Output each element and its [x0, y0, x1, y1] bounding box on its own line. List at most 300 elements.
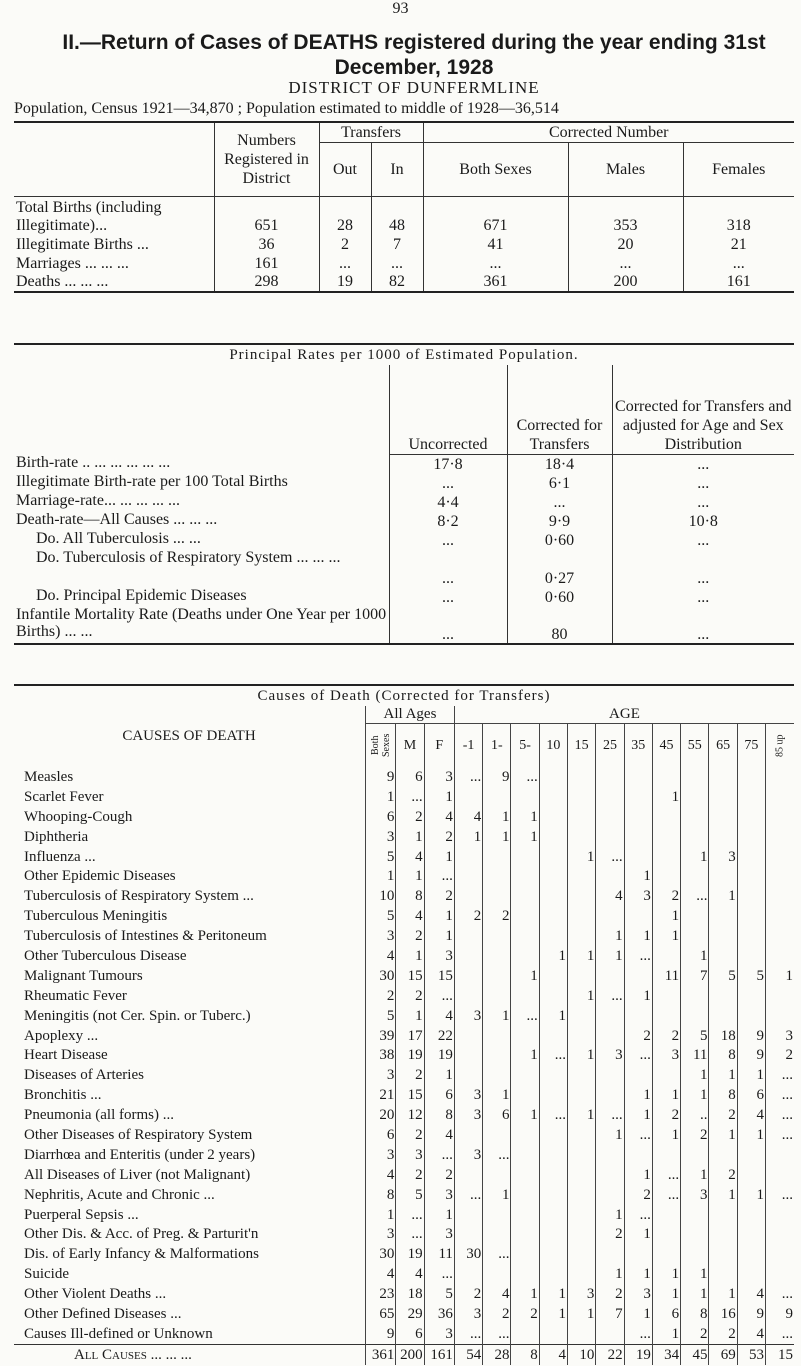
cause-cell: 1: [424, 1066, 454, 1086]
cause-cell: [483, 1265, 511, 1285]
cause-cell: [539, 867, 567, 887]
cause-cell: 1: [652, 1285, 680, 1305]
cause-cell: [454, 787, 482, 807]
cause-cell: [681, 867, 709, 887]
registration-row: [14, 235, 794, 254]
cause-cell: 8: [424, 1106, 454, 1126]
cause-cell: ...: [424, 1265, 454, 1285]
rate-a-value: ...: [612, 530, 794, 549]
cause-cell: [766, 947, 795, 967]
cause-cell: [737, 807, 765, 827]
cause-cell: [624, 847, 652, 867]
rate-label: Birth-rate .. ... ... ... ... ...: [16, 454, 171, 471]
cause-cell: [766, 986, 795, 1006]
cause-cell: 1: [483, 807, 511, 827]
cause-cell: ...: [511, 1006, 539, 1026]
cause-cell: 1: [624, 1106, 652, 1126]
registration-males-value: 200: [568, 273, 683, 292]
cause-cell: 1: [652, 1265, 680, 1285]
cause-cell: [539, 1225, 567, 1245]
cause-cell: [709, 1145, 737, 1165]
cause-cell: 4: [396, 847, 424, 867]
cause-cell: [652, 1145, 680, 1165]
reg-corner-cell: [14, 122, 214, 197]
cause-cell: [483, 986, 511, 1006]
cause-cell: [737, 1165, 765, 1185]
cause-cell: 3: [366, 927, 396, 947]
cause-cell: [709, 807, 737, 827]
cause-cell: 3: [596, 1046, 624, 1066]
cause-cell: [681, 1006, 709, 1026]
cause-cell: 28: [483, 1345, 511, 1365]
cause-cell: 2: [454, 907, 482, 927]
cause-cell: 2: [596, 1285, 624, 1305]
cause-cell: [483, 1066, 511, 1086]
cause-label: Dis. of Early Infancy & Malformations: [24, 1246, 259, 1263]
cause-cell: [652, 827, 680, 847]
cause-cell: 38: [366, 1046, 396, 1066]
cause-cell: 2: [624, 1185, 652, 1205]
registrations-body: [14, 197, 794, 292]
cause-cell: 2: [366, 986, 396, 1006]
cause-cell: 2: [681, 1324, 709, 1344]
reg-header-registered: Numbers Registered in District: [214, 122, 319, 197]
causes-total-row: [14, 1345, 794, 1365]
cause-cell: 7: [681, 966, 709, 986]
cause-cell: ...: [424, 986, 454, 1006]
cause-cell: 36: [424, 1305, 454, 1325]
cause-cell: 4: [424, 1126, 454, 1146]
cause-cell: ...: [454, 1324, 482, 1344]
cause-cell: [624, 787, 652, 807]
cause-cell: ...: [766, 1126, 795, 1146]
cause-cell: 15: [766, 1345, 795, 1365]
reg-header-males: Males: [568, 143, 683, 197]
cause-label: Influenza ...: [24, 848, 96, 865]
cause-cell: 5: [424, 1285, 454, 1305]
cause-cell: 1: [568, 986, 596, 1006]
rate-row: [14, 549, 794, 587]
cause-cell: 2: [454, 1285, 482, 1305]
cause-cell: [681, 1245, 709, 1265]
cause-cell: 361: [366, 1345, 396, 1365]
cause-cell: ...: [652, 1185, 680, 1205]
cause-cell: [511, 947, 539, 967]
cause-cell: [483, 867, 511, 887]
cause-cell: [737, 847, 765, 867]
cause-cell: 1: [366, 787, 396, 807]
cause-cell: 69: [709, 1345, 737, 1365]
cause-cell: 19: [624, 1345, 652, 1365]
cause-cell: [539, 847, 567, 867]
cause-cell: 1: [766, 966, 795, 986]
cause-cell: [539, 887, 567, 907]
cause-cell: 1: [396, 827, 424, 847]
cause-cell: [511, 1225, 539, 1245]
cause-cell: 1: [511, 1046, 539, 1066]
cause-cell: 39: [366, 1026, 396, 1046]
cause-cell: [624, 966, 652, 986]
cause-cell: 22: [424, 1026, 454, 1046]
rate-u-value: ...: [389, 549, 507, 587]
cause-cell: 6: [737, 1086, 765, 1106]
cause-cell: 15: [424, 966, 454, 986]
cause-cell: 1: [652, 787, 680, 807]
cause-cell: [483, 1046, 511, 1066]
cause-cell: 1: [568, 1305, 596, 1325]
cause-cell: 4: [737, 1106, 765, 1126]
cause-cell: 1: [681, 1066, 709, 1086]
cause-label: Puerperal Sepsis ...: [24, 1206, 139, 1223]
cause-cell: ...: [624, 947, 652, 967]
cause-cell: 2: [396, 1126, 424, 1146]
cause-row: [14, 966, 794, 986]
cause-row: [14, 1265, 794, 1285]
causes-body: [14, 768, 794, 1366]
cause-label: Diseases of Arteries: [24, 1067, 144, 1084]
registration-label: Illegitimate Births ...: [16, 235, 149, 253]
causes-section-title: Causes of Death (Corrected for Transfers): [14, 684, 794, 705]
cause-cell: [681, 1205, 709, 1225]
cause-cell: 4: [737, 1285, 765, 1305]
registration-both-value: ...: [423, 254, 568, 273]
registration-males-value: 20: [568, 235, 683, 254]
cause-cell: [539, 986, 567, 1006]
cause-label: Nephritis, Acute and Chronic ...: [24, 1186, 215, 1203]
cause-cell: 1: [709, 887, 737, 907]
cause-cell: [454, 847, 482, 867]
cause-cell: 1: [681, 847, 709, 867]
cause-cell: [483, 847, 511, 867]
cause-cell: 6: [366, 1126, 396, 1146]
rate-label: Do. Principal Epidemic Diseases: [36, 587, 247, 604]
cause-label: Whooping-Cough: [24, 808, 133, 825]
cause-cell: [483, 1205, 511, 1225]
cause-cell: ...: [483, 1245, 511, 1265]
cause-label: Scarlet Fever: [24, 788, 104, 805]
cause-cell: 7: [596, 1305, 624, 1325]
district-heading: DISTRICT OF DUNFERMLINE: [288, 78, 540, 97]
rate-a-value: ...: [612, 606, 794, 644]
cause-cell: 1: [539, 947, 567, 967]
cause-cell: [454, 947, 482, 967]
cause-cell: [766, 927, 795, 947]
cause-label: Other Epidemic Diseases: [24, 868, 176, 885]
cause-cell: [568, 1026, 596, 1046]
causes-header-cause: CAUSES OF DEATH: [122, 728, 256, 745]
registration-reg-value: 161: [214, 254, 319, 273]
cause-cell: [596, 1165, 624, 1185]
cause-cell: [568, 887, 596, 907]
cause-cell: [568, 907, 596, 927]
cause-cell: [737, 1225, 765, 1245]
cause-cell: 1: [624, 986, 652, 1006]
cause-cell: [766, 867, 795, 887]
cause-row: [14, 1046, 794, 1066]
cause-cell: [652, 768, 680, 788]
cause-cell: [624, 807, 652, 827]
cause-cell: [511, 1205, 539, 1225]
cause-cell: [511, 887, 539, 907]
cause-cell: [454, 1126, 482, 1146]
cause-cell: [766, 1225, 795, 1245]
cause-cell: 2: [709, 1324, 737, 1344]
cause-cell: 30: [366, 1245, 396, 1265]
cause-cell: [737, 768, 765, 788]
cause-cell: 3: [424, 1185, 454, 1205]
cause-cell: [511, 1324, 539, 1344]
cause-cell: 2: [396, 986, 424, 1006]
cause-cell: 9: [737, 1305, 765, 1325]
cause-cell: ...: [596, 1106, 624, 1126]
cause-label: Malignant Tumours: [24, 967, 143, 984]
cause-cell: [596, 787, 624, 807]
causes-col-header: 85 up: [766, 724, 795, 768]
rate-row: [14, 606, 794, 644]
cause-cell: 1: [568, 1046, 596, 1066]
cause-cell: [596, 1086, 624, 1106]
cause-cell: 3: [396, 1145, 424, 1165]
registration-both-value: 671: [423, 197, 568, 235]
cause-cell: 3: [454, 1145, 482, 1165]
registration-both-value: 41: [423, 235, 568, 254]
cause-cell: [737, 1245, 765, 1265]
cause-cell: [709, 1265, 737, 1285]
cause-cell: [568, 1006, 596, 1026]
registration-females-value: ...: [683, 254, 794, 273]
cause-cell: [454, 887, 482, 907]
cause-cell: 1: [539, 1305, 567, 1325]
cause-cell: 9: [737, 1046, 765, 1066]
cause-cell: [737, 867, 765, 887]
cause-label: Causes Ill-defined or Unknown: [24, 1325, 213, 1342]
cause-cell: ...: [766, 1185, 795, 1205]
cause-label: Rheumatic Fever: [24, 987, 127, 1004]
cause-cell: 1: [511, 1106, 539, 1126]
cause-cell: ...: [766, 1106, 795, 1126]
cause-cell: [596, 907, 624, 927]
cause-cell: [511, 1145, 539, 1165]
cause-cell: [596, 1185, 624, 1205]
cause-cell: 1: [568, 1106, 596, 1126]
cause-cell: 30: [454, 1245, 482, 1265]
cause-row: [14, 1245, 794, 1265]
rate-row: [14, 473, 794, 492]
cause-cell: [766, 1165, 795, 1185]
registration-label: Total Births (including Illegitimate)...: [14, 197, 214, 235]
rate-label: Do. Tuberculosis of Respiratory System ... ... ...: [36, 549, 341, 566]
cause-label: Tuberculosis of Intestines & Peritoneum: [24, 928, 267, 945]
cause-cell: [737, 827, 765, 847]
cause-cell: 1: [483, 827, 511, 847]
rate-label: Death-rate—All Causes ... ... ...: [16, 511, 218, 528]
cause-cell: [737, 947, 765, 967]
cause-cell: [568, 1225, 596, 1245]
cause-cell: 6: [424, 1086, 454, 1106]
cause-cell: 1: [483, 1006, 511, 1026]
cause-cell: [483, 787, 511, 807]
cause-cell: [454, 1265, 482, 1285]
cause-cell: [539, 966, 567, 986]
rate-a-value: 10·8: [612, 511, 794, 530]
cause-cell: 5: [709, 966, 737, 986]
cause-cell: [737, 1006, 765, 1026]
cause-cell: 45: [681, 1345, 709, 1365]
cause-cell: 1: [624, 1086, 652, 1106]
cause-cell: [709, 947, 737, 967]
cause-cell: 1: [596, 1265, 624, 1285]
cause-label: Diphtheria: [24, 828, 89, 845]
cause-cell: 8: [709, 1086, 737, 1106]
registration-row: [14, 273, 794, 292]
cause-cell: 5: [737, 966, 765, 986]
registration-reg-value: 298: [214, 273, 319, 292]
cause-cell: [568, 1086, 596, 1106]
cause-cell: 5: [366, 1006, 396, 1026]
cause-cell: [483, 887, 511, 907]
cause-label: Suicide: [24, 1266, 69, 1283]
cause-cell: [568, 787, 596, 807]
causes-col-header: 55: [681, 724, 709, 768]
cause-cell: [652, 1245, 680, 1265]
cause-cell: 1: [737, 1126, 765, 1146]
cause-cell: [681, 927, 709, 947]
cause-label: All Causes ... ... ...: [14, 1345, 366, 1365]
cause-cell: 2: [396, 1165, 424, 1185]
cause-cell: ...: [766, 1066, 795, 1086]
cause-cell: 2: [424, 1165, 454, 1185]
rate-row: [14, 454, 794, 473]
causes-col-header: -1: [454, 724, 482, 768]
cause-cell: 1: [681, 1165, 709, 1185]
cause-cell: ...: [483, 1145, 511, 1165]
cause-cell: ...: [624, 1205, 652, 1225]
cause-cell: 6: [652, 1305, 680, 1325]
cause-cell: [709, 1205, 737, 1225]
registration-in-value: 7: [371, 235, 423, 254]
rate-a-value: ...: [612, 454, 794, 473]
cause-cell: ...: [424, 1145, 454, 1165]
cause-cell: 1: [424, 847, 454, 867]
rate-label: Do. All Tuberculosis ... ...: [36, 530, 201, 547]
cause-cell: [681, 807, 709, 827]
cause-cell: 15: [396, 966, 424, 986]
cause-cell: [766, 887, 795, 907]
cause-cell: [568, 827, 596, 847]
cause-cell: [483, 1126, 511, 1146]
cause-cell: 12: [396, 1106, 424, 1126]
cause-cell: 4: [396, 907, 424, 927]
reg-header-in: In: [371, 143, 423, 197]
cause-cell: 2: [766, 1046, 795, 1066]
cause-cell: [568, 807, 596, 827]
cause-cell: ...: [766, 1285, 795, 1305]
cause-cell: [709, 867, 737, 887]
cause-cell: [596, 1026, 624, 1046]
cause-cell: 3: [454, 1106, 482, 1126]
rate-row: [14, 492, 794, 511]
rate-row: [14, 511, 794, 530]
cause-cell: [681, 768, 709, 788]
cause-row: [14, 847, 794, 867]
cause-cell: 8: [709, 1046, 737, 1066]
cause-cell: 1: [511, 807, 539, 827]
cause-label: Pneumonia (all forms) ...: [24, 1107, 174, 1124]
cause-row: [14, 1066, 794, 1086]
cause-cell: 3: [766, 1026, 795, 1046]
cause-cell: [568, 1205, 596, 1225]
cause-cell: 3: [652, 1046, 680, 1066]
causes-col-header: 25: [596, 724, 624, 768]
cause-cell: [709, 787, 737, 807]
cause-cell: [454, 1046, 482, 1066]
registration-in-value: 48: [371, 197, 423, 235]
cause-cell: 54: [454, 1345, 482, 1365]
cause-cell: 65: [366, 1305, 396, 1325]
cause-cell: [483, 927, 511, 947]
cause-cell: [737, 927, 765, 947]
registration-females-value: 21: [683, 235, 794, 254]
cause-label: All Diseases of Liver (not Malignant): [24, 1166, 251, 1183]
cause-label: Apoplexy ...: [24, 1027, 99, 1044]
cause-cell: 3: [366, 1145, 396, 1165]
registration-females-value: 318: [683, 197, 794, 235]
cause-cell: 23: [366, 1285, 396, 1305]
cause-cell: 5: [681, 1026, 709, 1046]
cause-cell: 4: [454, 807, 482, 827]
cause-cell: 9: [483, 768, 511, 788]
rates-header-adjusted: Corrected for Transfers and adjusted for Age and Sex Distribution: [612, 365, 794, 454]
cause-cell: [624, 1245, 652, 1265]
cause-cell: [709, 986, 737, 1006]
rate-u-value: 8·2: [389, 511, 507, 530]
cause-cell: 53: [737, 1345, 765, 1365]
cause-cell: [539, 1165, 567, 1185]
cause-cell: [454, 867, 482, 887]
cause-cell: 1: [396, 867, 424, 887]
cause-cell: [511, 867, 539, 887]
cause-cell: [596, 966, 624, 986]
rates-table: [14, 365, 794, 645]
registration-reg-value: 36: [214, 235, 319, 254]
cause-cell: [766, 807, 795, 827]
cause-cell: [568, 1185, 596, 1205]
rate-c-value: 0·60: [507, 587, 612, 606]
cause-cell: 2: [709, 1165, 737, 1185]
cause-cell: [511, 787, 539, 807]
cause-row: [14, 1026, 794, 1046]
cause-cell: 9: [366, 768, 396, 788]
cause-row: [14, 1185, 794, 1205]
cause-cell: [539, 1026, 567, 1046]
cause-cell: [539, 907, 567, 927]
cause-label: Bronchitis ...: [24, 1087, 102, 1104]
rate-u-value: 4·4: [389, 492, 507, 511]
cause-cell: 1: [596, 947, 624, 967]
cause-row: [14, 1205, 794, 1225]
registration-row: [14, 197, 794, 235]
cause-cell: 2: [483, 1305, 511, 1325]
cause-cell: [596, 1245, 624, 1265]
cause-cell: 4: [366, 947, 396, 967]
cause-cell: 1: [483, 1086, 511, 1106]
cause-row: [14, 927, 794, 947]
cause-cell: [483, 1225, 511, 1245]
cause-cell: 4: [424, 1006, 454, 1026]
cause-cell: [681, 1145, 709, 1165]
cause-cell: [568, 1324, 596, 1344]
cause-cell: 18: [396, 1285, 424, 1305]
